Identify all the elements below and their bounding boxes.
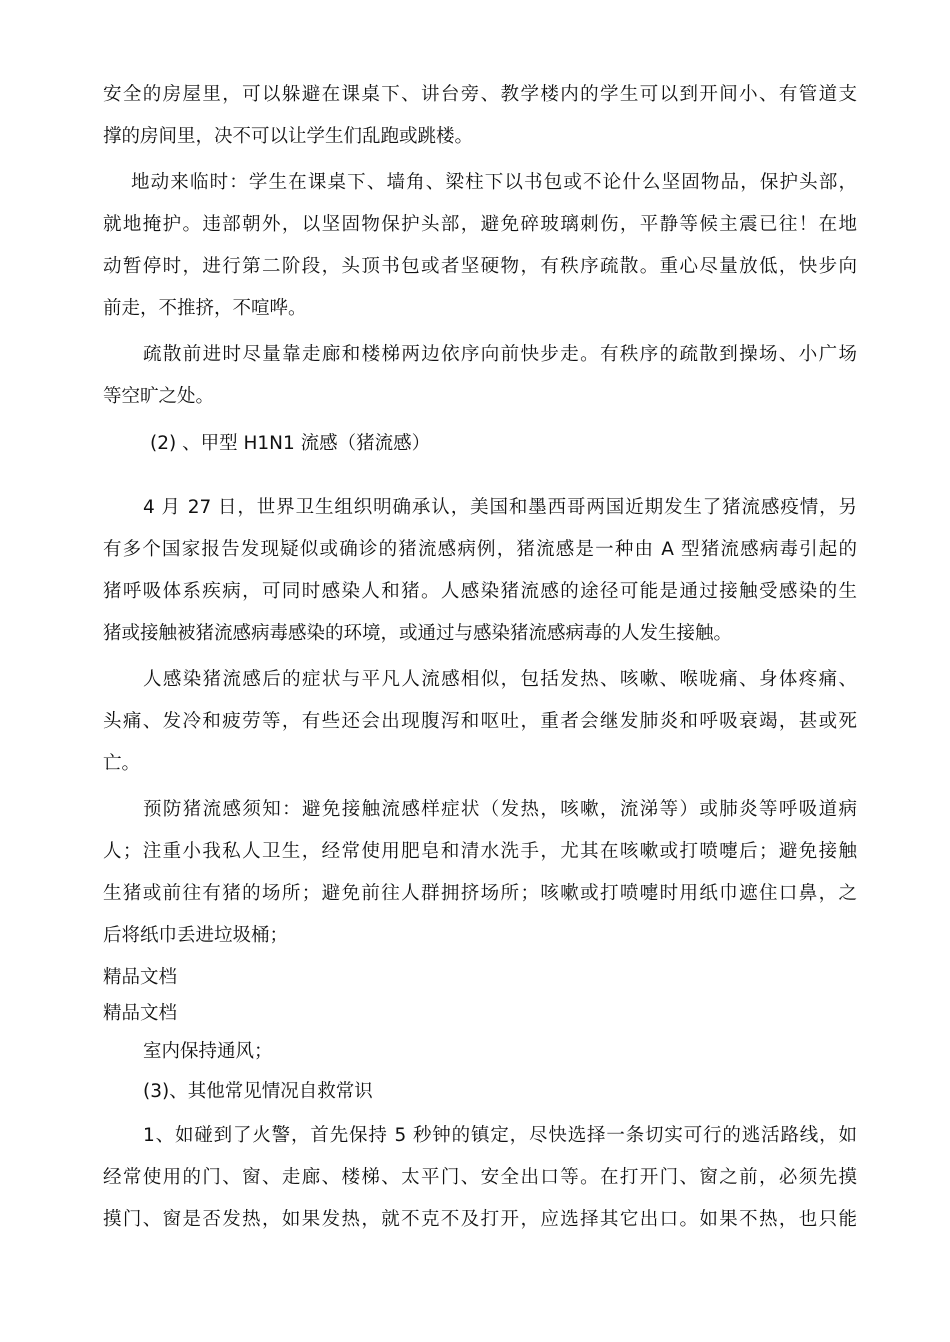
page-header: 精品文档 [103,1003,178,1024]
text-line: 摸门、窗是否发热，如果发热，就不克不及打开，应选择其它出口。如果不热，也只能 [103,1209,857,1230]
text-line: 动暂停时，进行第二阶段，头顶书包或者坚硬物，有秩序疏散。重心尽量放低，快步向 [103,256,857,277]
text-line: 就地掩护。违部朝外，以坚固物保护头部，避免碎玻璃刺伤，平静等候主震已往！在地 [103,214,857,235]
text-line: 猪或接触被猪流感病毒感染的环境，或通过与感染猪流感病毒的人发生接触。 [103,623,733,644]
text-line: 经常使用的门、窗、走廊、楼梯、太平门、安全出口等。在打开门、窗之前，必须先摸 [103,1167,857,1188]
page-footer: 精品文档 [103,967,178,988]
text-line: 等空旷之处。 [103,386,215,407]
section-heading: (3)、其他常见情况自救常识 [143,1081,373,1102]
text-line: 4 月 27 日，世界卫生组织明确承认，美国和墨西哥两国近期发生了猪流感疫情，另 [143,497,857,518]
text-line: 1、如碰到了火警，首先保持 5 秒钟的镇定，尽快选择一条切实可行的逃活路线，如 [143,1125,857,1146]
text-line: 猪呼吸体系疾病，可同时感染人和猪。人感染猪流感的途径可能是通过接触受感染的生 [103,581,857,602]
section-heading: (2) 、甲型 H1N1 流感（猪流感） [150,433,431,454]
text-line: 头痛、发冷和疲劳等，有些还会出现腹泻和呕吐，重者会继发肺炎和呼吸衰竭，甚或死 [103,711,857,732]
text-line: 室内保持通风； [143,1041,273,1062]
text-line: 人；注重小我私人卫生，经常使用肥皂和清水洗手，尤其在咳嗽或打喷嚏后；避免接触 [103,841,857,862]
text-line: 后将纸巾丢进垃圾桶； [103,925,289,946]
text-line: 疏散前进时尽量靠走廊和楼梯两边依序向前快步走。有秩序的疏散到操场、小广场 [143,344,857,365]
text-line: 人感染猪流感后的症状与平凡人流感相似，包括发热、咳嗽、喉咙痛、身体疼痛、 [143,669,857,690]
text-line: 有多个国家报告发现疑似或确诊的猪流感病例，猪流感是一种由 A 型猪流感病毒引起的 [103,539,857,560]
text-line: 预防猪流感须知：避免接触流感样症状（发热，咳嗽，流涕等）或肺炎等呼吸道病 [143,799,857,820]
text-line: 地动来临时：学生在课桌下、墙角、梁柱下以书包或不论什么坚固物品，保护头部， [131,172,857,193]
text-line: 亡。 [103,753,141,774]
text-line: 安全的房屋里，可以躲避在课桌下、讲台旁、教学楼内的学生可以到开间小、有管道支 [103,84,857,105]
text-line: 生猪或前往有猪的场所；避免前往人群拥挤场所；咳嗽或打喷嚏时用纸巾遮住口鼻，之 [103,883,857,904]
text-line: 前走，不推挤，不喧哗。 [103,298,307,319]
text-line: 撑的房间里，决不可以让学生们乱跑或跳楼。 [103,126,474,147]
